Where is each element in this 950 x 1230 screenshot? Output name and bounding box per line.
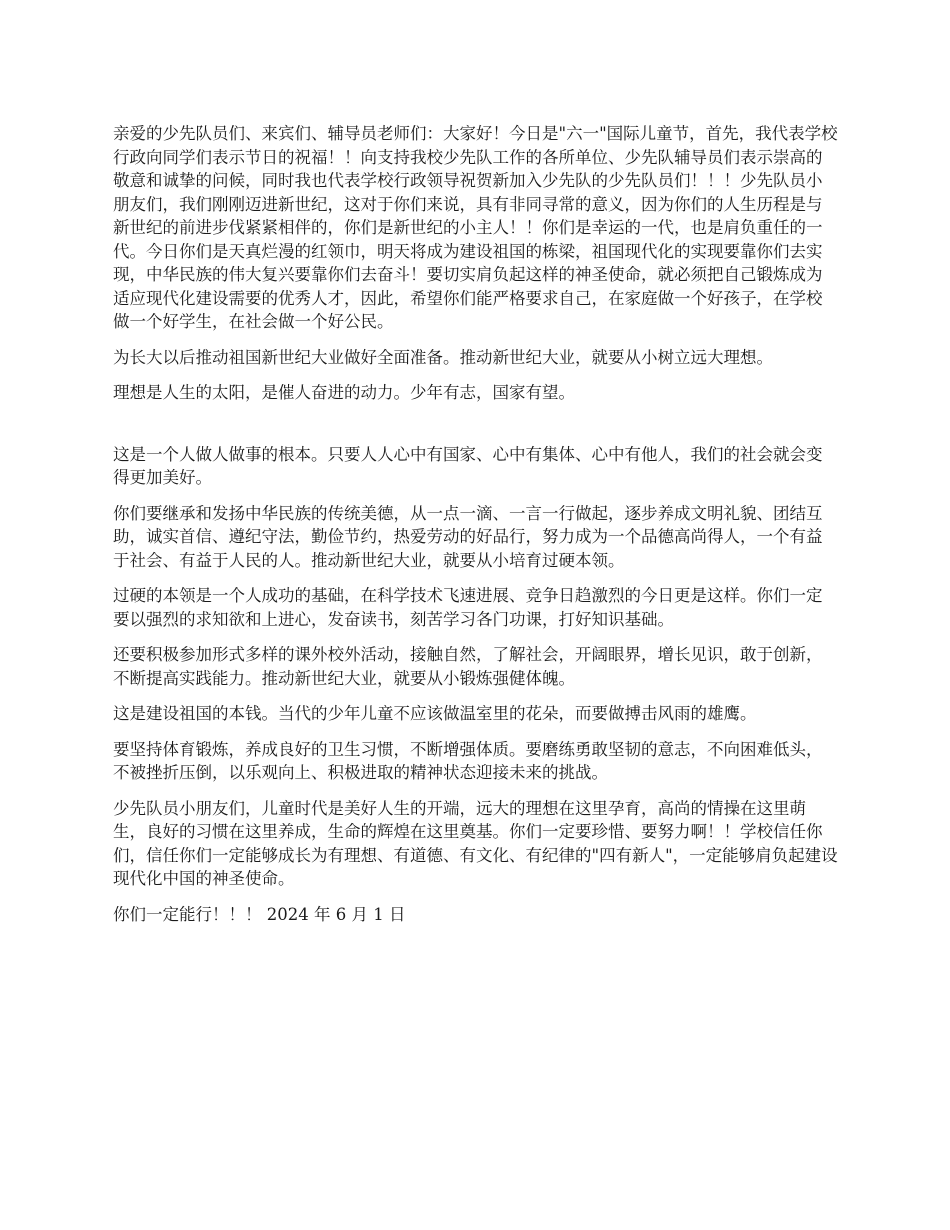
document-body [113,122,838,938]
paragraph-preparation: 为长大以后推动祖国新世纪大业做好全面准备。推动新世纪大业，就要从小树立远大理想。 [113,347,773,367]
paragraph-foundation: 这是一个人做人做事的根本。只要人人心中有国家、心中有集体、心中有他人，我们的社会就会变得更加美好。 [113,444,823,487]
paragraph-childhood: 少先队员小朋友们，儿童时代是美好人生的开端，远大的理想在这里孕育，高尚的情操在这里萌生，良好的习惯在这里养成，生命的辉煌在这里奠基。你们一定要珍惜、要努力啊！！学校信任你们，信任你们一定能够成长为有理想、有道德、有文化、有纪律的"四有新人"，一定能够肩负起建设现代化中国的神圣使命。 [113,798,838,888]
paragraph-capital: 这是建设祖国的本钱。当代的少年儿童不应该做温室里的花朵，而要做搏击风雨的雄鹰。 [113,704,757,723]
paragraph-closing-date: 你们一定能行！！！ 2024 年 6 月 1 日 [113,904,406,924]
paragraph-greeting: 亲爱的少先队员们、来宾们、辅导员老师们：大家好！今日是"六一"国际儿童节，首先，我代表学校行政向同学们表示节日的祝福！！向支持我校少先队工作的各所单位、少先队辅导员们表示崇高的敬意和诚挚的问候，同时我也代表学校行政领导祝贺新加入少先队的少先队员们！！！少先队员小朋友们，我们刚刚迈进新世纪，这对于你们来说，具有非同寻常的意义，因为你们的人生历程是与新世纪的前进步伐紧紧相伴的，你们是新世纪的小主人！！你们是幸运的一代，也是肩负重任的一代。今日你们是天真烂漫的红领巾，明天将成为建设祖国的栋梁，祖国现代化的实现要靠你们去实现，中华民族的伟大复兴要靠你们去奋斗！要切实肩负起这样的神圣使命，就必须把自己锻炼成为适应现代化建设需要的优秀人才，因此，希望你们能严格要求自己，在家庭做一个好孩子，在学校做一个好学生，在社会做一个好公民。 [113,124,838,331]
paragraph-virtues: 你们要继承和发扬中华民族的传统美德，从一点一滴、一言一行做起，逐步养成文明礼貌、团结互助，诚实首信、遵纪守法，勤俭节约，热爱劳动的好品行，努力成为一个品德高尚得人，一个有益于社会、有益于人民的人。推动新世纪大业，就要从小培育过硬本领。 [113,503,823,570]
paragraph-skills: 过硬的本领是一个人成功的基础，在科学技术飞速进展、竞争日趋激烈的今日更是这样。你们一定要以强烈的求知欲和上进心，发奋读书，刻苦学习各门功课，打好知识基础。 [113,586,823,629]
paragraph-exercise: 要坚持体育锻炼，养成良好的卫生习惯，不断增强体质。要磨练勇敢坚韧的意志，不向困难低头，不被挫折压倒，以乐观向上、积极进取的精神状态迎接未来的挑战。 [113,739,823,782]
paragraph-ideals: 理想是人生的太阳，是催人奋进的动力。少年有志，国家有望。 [113,383,575,402]
paragraph-activities: 还要积极参加形式多样的课外校外活动，接触自然，了解社会，开阔眼界，增长见识，敢于创新，不断提高实践能力。推动新世纪大业，就要从小锻炼强健体魄。 [113,645,823,688]
